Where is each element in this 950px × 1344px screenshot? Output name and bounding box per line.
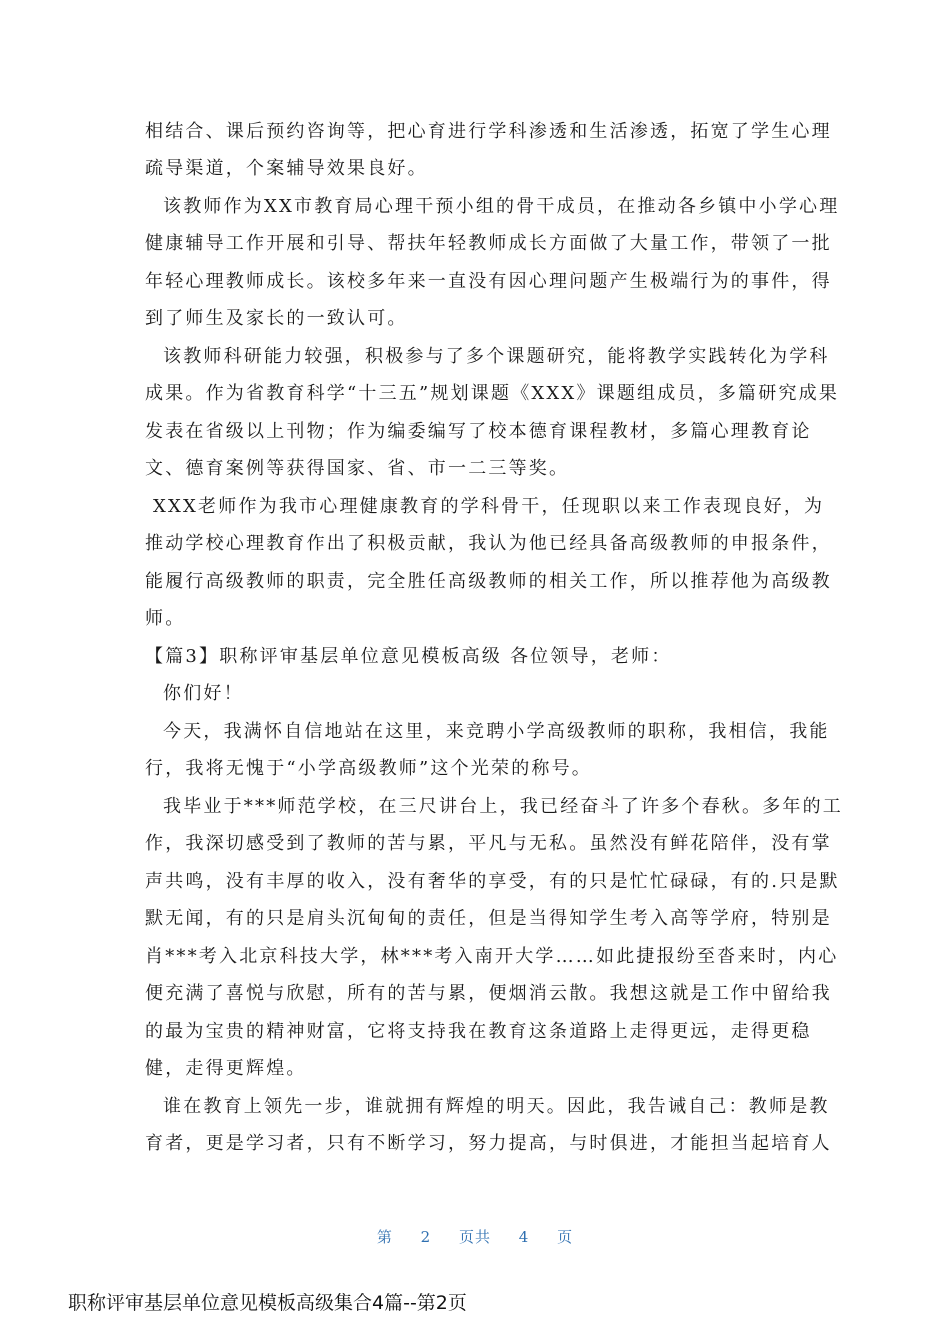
paragraph-line: 能履行高级教师的职责，完全胜任高级教师的相关工作，所以推荐他为高级教	[145, 571, 832, 592]
paragraph-line: 年轻心理教师成长。该校多年来一直没有因心理问题产生极端行为的事件，得	[145, 271, 832, 292]
paragraph-line: 便充满了喜悦与欣慰，所有的苦与累，便烟消云散。我想这就是工作中留给我	[145, 983, 832, 1004]
paragraph-line: 默无闻，有的只是肩头沉甸甸的责任，但是当得知学生考入高等学府，特别是	[145, 908, 832, 929]
paragraph-line: 肖***考入北京科技大学，林***考入南开大学……如此捷报纷至沓来时，内心	[145, 946, 839, 967]
paragraph-line: 谁在教育上领先一步，谁就拥有辉煌的明天。因此，我告诫自己：教师是教	[163, 1096, 830, 1117]
paragraph-line: 文、德育案例等获得国家、省、市一二三等奖。	[145, 458, 570, 479]
page-mid: 页共	[458, 1228, 491, 1246]
paragraph-line: 师。	[145, 608, 186, 629]
paragraph-line: 育者，更是学习者，只有不断学习，努力提高，与时俱进，才能担当起培育人	[145, 1133, 832, 1154]
paragraph-line: 成果。作为省教育科学“十三五”规划课题《XXX》课题组成员，多篇研究成果	[145, 383, 840, 404]
paragraph-line: XXX老师作为我市心理健康教育的学科骨干，任现职以来工作表现良好，为	[153, 496, 825, 517]
paragraph-line: 声共鸣，没有丰厚的收入，没有奢华的享受，有的只是忙忙碌碌，有的.只是默	[145, 871, 840, 892]
page-total: 4	[518, 1228, 530, 1246]
paragraph-line: 发表在省级以上刊物；作为编委编写了校本德育课程教材，多篇心理教育论	[145, 421, 812, 442]
paragraph-line: 的最为宝贵的精神财富，它将支持我在教育这条道路上走得更远，走得更稳	[145, 1021, 812, 1042]
paragraph-line: 相结合、课后预约咨询等，把心育进行学科渗透和生活渗透，拓宽了学生心理	[145, 121, 832, 142]
paragraph-line: 你们好！	[163, 683, 244, 704]
paragraph-line: 作，我深切感受到了教师的苦与累，平凡与无私。虽然没有鲜花陪伴，没有掌	[145, 833, 832, 854]
section-heading: 【篇3】职称评审基层单位意见模板高级 各位领导，老师：	[145, 646, 672, 667]
paragraph-line: 行，我将无愧于“小学高级教师”这个光荣的称号。	[145, 758, 593, 779]
page-prefix: 第	[376, 1228, 393, 1246]
paragraph-line: 今天，我满怀自信地站在这里，来竞聘小学高级教师的职称，我相信，我能	[163, 721, 830, 742]
paragraph-line: 我毕业于***师范学校，在三尺讲台上，我已经奋斗了许多个春秋。多年的工	[163, 796, 843, 817]
document-caption: 职称评审基层单位意见模板高级集合4篇--第2页	[68, 1292, 467, 1314]
paragraph-line: 到了师生及家长的一致认可。	[145, 308, 408, 329]
paragraph-line: 该教师科研能力较强，积极参与了多个课题研究，能将教学实践转化为学科	[163, 346, 830, 367]
paragraph-line: 该教师作为XX市教育局心理干预小组的骨干成员，在推动各乡镇中小学心理	[163, 196, 840, 217]
page-suffix: 页	[557, 1228, 574, 1246]
paragraph-line: 疏导渠道，个案辅导效果良好。	[145, 158, 428, 179]
paragraph-line: 推动学校心理教育作出了积极贡献，我认为他已经具备高级教师的申报条件，	[145, 533, 832, 554]
paragraph-line: 健，走得更辉煌。	[145, 1058, 307, 1079]
page-number: 2	[420, 1228, 432, 1246]
paragraph-line: 健康辅导工作开展和引导、帮扶年轻教师成长方面做了大量工作，带领了一批	[145, 233, 832, 254]
page-number-footer	[0, 1226, 950, 1248]
